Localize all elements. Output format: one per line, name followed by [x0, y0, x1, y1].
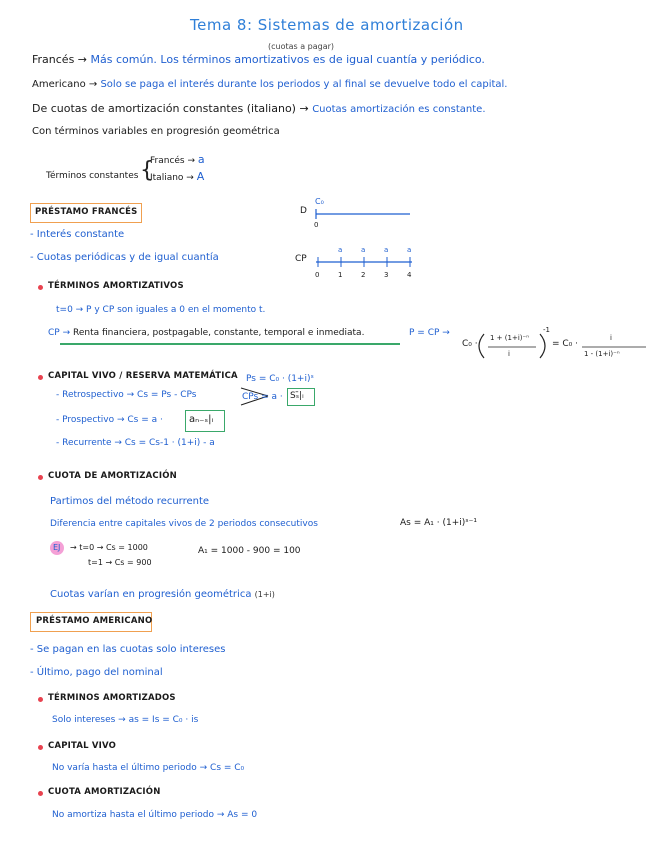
cuota-header: CUOTA DE AMORTIZACIÓN: [48, 471, 177, 481]
intro-americano: Americano → Solo se paga el interés durante los periodos y al final se devuelve todo el capital.: [32, 79, 508, 90]
capital-smi: Sₛ̄|ᵢ: [290, 391, 304, 401]
timeline-cp-label: CP: [295, 254, 307, 264]
americano-capital-text: No varía hasta el último periodo → Cs = C₀: [52, 763, 245, 773]
capital-cps: CPs = a ·: [242, 392, 283, 402]
americano-capital-header: CAPITAL VIVO: [48, 741, 117, 751]
formula-den: i: [508, 350, 510, 358]
intro-italiano: De cuotas de amortización constantes (italiano) → Cuotas amortización es constante.: [32, 102, 486, 115]
timeline-a-3: a: [384, 246, 389, 254]
timeline-a-4: a: [407, 246, 412, 254]
americano-terminos-text: Solo intereses → as = Is = C₀ · is: [52, 715, 199, 725]
bullet-icon: [38, 697, 43, 702]
terminos-line1: t=0 → P y CP son iguales a 0 en el momento t.: [56, 305, 266, 315]
capital-prosp: - Prospectivo → Cs = a ·: [56, 415, 163, 425]
bullet-icon: [38, 285, 43, 290]
formula-lhs: P = CP →: [409, 328, 450, 338]
ej-result: A₁ = 1000 - 900 = 100: [198, 546, 301, 556]
frances-b2: - Cuotas periódicas y de igual cuantía: [30, 252, 219, 263]
timeline-a-2: a: [361, 246, 366, 254]
timeline-tick-label-3: 3: [384, 271, 389, 279]
ej-line1: → t=0 → Cs = 1000: [70, 543, 148, 552]
timeline-d-label: D: [300, 206, 307, 216]
terminos-cp: CP → Renta financiera, postpagable, constante, temporal e inmediata.: [48, 328, 365, 338]
formula-den2: 1 - (1+i)⁻ⁿ: [584, 350, 620, 358]
ej-label: EJ: [53, 543, 61, 552]
americano-cuota-header: CUOTA AMORTIZACIÓN: [48, 787, 161, 797]
bullet-icon: [38, 375, 43, 380]
capital-retro: - Retrospectivo → Cs = Ps - CPs: [56, 390, 197, 400]
frances-b1: - Interés constante: [30, 229, 125, 240]
formula-c0: C₀ ·: [462, 339, 478, 349]
cuota-l1: Partimos del método recurrente: [50, 496, 210, 507]
bullet-icon: [38, 791, 43, 796]
tc-label: Términos constantes: [46, 171, 139, 181]
timeline-tick-label-2: 2: [361, 271, 366, 279]
paren-right: [540, 334, 545, 358]
brace-icon: {: [140, 158, 154, 183]
timeline-a-1: a: [338, 246, 343, 254]
capital-anri: aₙ₋ₛ|ᵢ: [189, 414, 214, 425]
formula-num2: i: [610, 334, 612, 342]
page-title: Tema 8: Sistemas de amortización: [190, 16, 464, 34]
formula-num: 1 + (1+i)⁻ⁿ: [490, 334, 529, 342]
intro-geometrica: Con términos variables en progresión geométrica: [32, 126, 280, 137]
americano-b2: - Último, pago del nominal: [30, 667, 163, 678]
timeline-tick-label-4: 4: [407, 271, 412, 279]
timeline-tick-label-0: 0: [315, 271, 320, 279]
bullet-icon: [38, 475, 43, 480]
americano-header: PRÉSTAMO AMERICANO: [36, 616, 153, 626]
americano-b1: - Se pagan en las cuotas solo intereses: [30, 644, 226, 655]
americano-cuota-text: No amortiza hasta el último periodo → As = 0: [52, 810, 258, 820]
terminos-header: TÉRMINOS AMORTIZATIVOS: [48, 281, 184, 291]
intro-frances: Francés → Más común. Los términos amortizativos es de igual cuantía y periódico.: [32, 53, 485, 66]
cuota-l2: Diferencia entre capitales vivos de 2 periodos consecutivos: [50, 519, 318, 529]
cuota-formula: As = A₁ · (1+i)ˢ⁻¹: [400, 518, 477, 528]
paren-left: [479, 334, 484, 358]
ej-line2: t=1 → Cs = 900: [88, 558, 152, 567]
tc-frances: Francés → a: [150, 153, 205, 166]
formula-exp: -1: [543, 326, 550, 334]
timeline-c0: C₀: [315, 197, 324, 206]
formula-eq2: = C₀ ·: [552, 339, 579, 349]
bullet-icon: [38, 745, 43, 750]
americano-terminos-header: TÉRMINOS AMORTIZADOS: [48, 693, 176, 703]
capital-recurr: - Recurrente → Cs = Cs-1 · (1+i) - a: [56, 438, 215, 448]
capital-ps: Ps = C₀ · (1+i)ˢ: [246, 374, 314, 384]
page-subtitle: (cuotas a pagar): [268, 42, 335, 51]
timeline-tick-label-1: 1: [338, 271, 343, 279]
cuota-geo: Cuotas varían en progresión geométrica (1+i): [50, 589, 275, 600]
frances-header: PRÉSTAMO FRANCÉS: [35, 207, 138, 217]
capital-header: CAPITAL VIVO / RESERVA MATEMÁTICA: [48, 371, 238, 381]
cp-underline: [60, 343, 400, 345]
timeline-zero: 0: [314, 221, 319, 229]
tc-italiano: Italiano → A: [150, 170, 205, 183]
